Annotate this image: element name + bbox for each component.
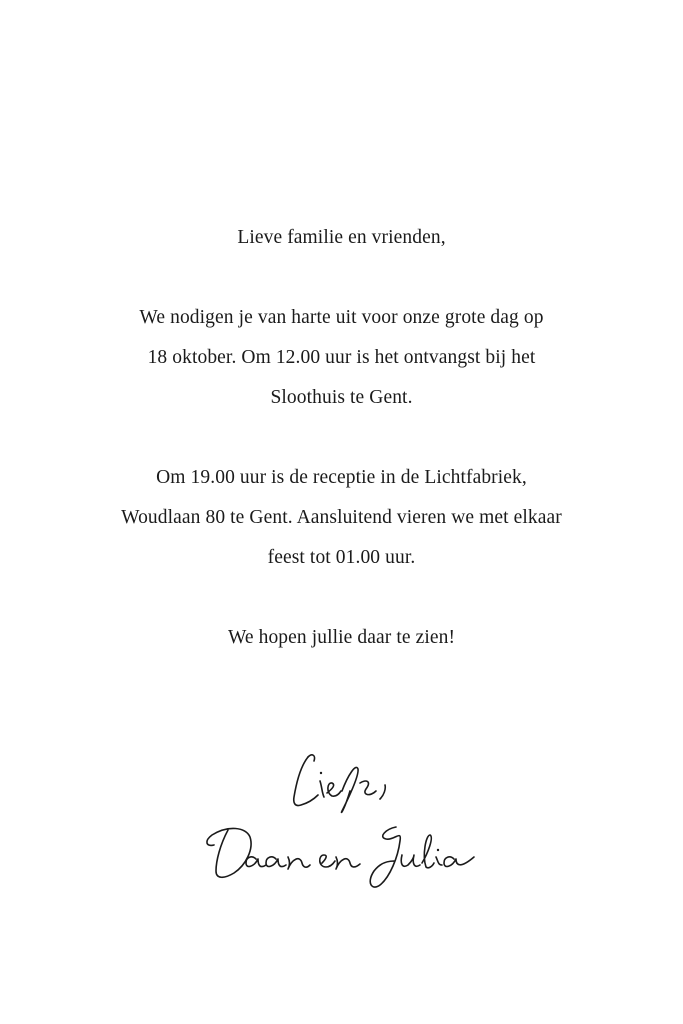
greeting <box>60 218 623 258</box>
greeting-line: Lieve familie en vrienden, <box>237 227 446 248</box>
handwritten-signature <box>190 745 490 905</box>
signature-script-graphic <box>190 745 490 905</box>
paragraph-line: We nodigen je van harte uit voor onze grote dag op <box>139 307 544 328</box>
paragraph-line: feest tot 01.00 uur. <box>267 547 416 568</box>
paragraph-line: Om 19.00 uur is de receptie in de Lichtfabriek, <box>156 467 527 488</box>
signature-names <box>207 827 474 887</box>
paragraph-reception <box>60 458 623 578</box>
paragraph-ceremony <box>60 298 623 418</box>
paragraph-line: 18 oktober. Om 12.00 uur is het ontvangst bij het <box>147 347 536 368</box>
paragraph-line: Sloothuis te Gent. <box>270 387 413 408</box>
closing-text: We hopen jullie daar te zien! <box>227 627 456 648</box>
paragraph-line: Woudlaan 80 te Gent. Aansluitend vieren we met elkaar <box>121 507 562 528</box>
closing-line <box>60 618 623 658</box>
signature-liefs <box>294 755 386 812</box>
